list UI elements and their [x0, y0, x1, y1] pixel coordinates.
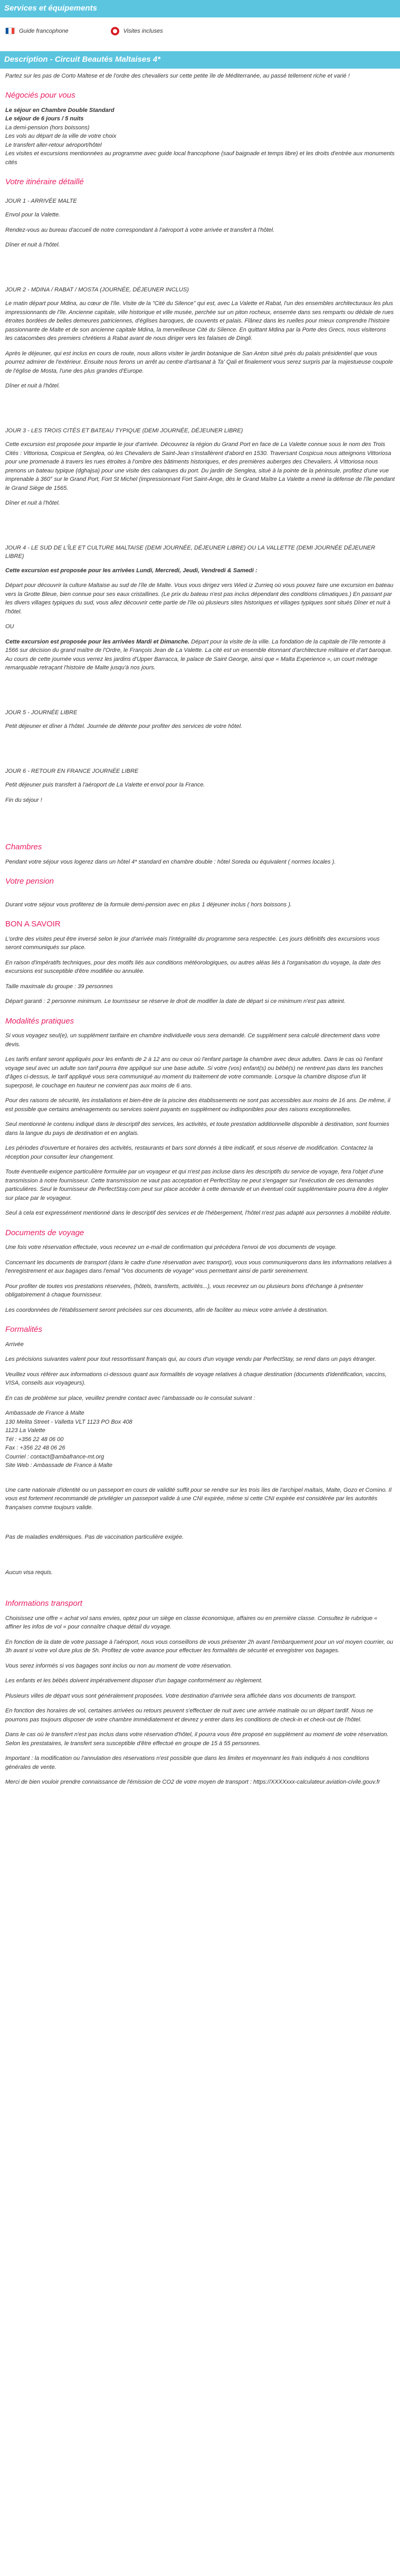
- formalites-vaccin: Pas de maladies endémiques. Pas de vaccination particulière exigée.: [5, 1534, 184, 1540]
- services-title: Services et équipements: [0, 0, 400, 17]
- negocie-line: Les visites et excursions mentionnées au programme avec guide local francophone (sauf baignade et temps libre) et les droits d'entrée aux monuments cités: [5, 150, 395, 166]
- transport-para: Important : la modification ou l'annulation des réservations n'est possible que dans les limites et moyennant les frais indiqués à nos conditions générales de vente.: [5, 1755, 369, 1770]
- transport-para: En fonction des horaires de vol, certaines arrivées ou retours peuvent s'effectuer de nuit avec une arrivée matinale ou un départ tardif. Nous ne pourrons pas toujours disposer de votre chambre immédiatement et devrez y entrer dans les conditions de check-in et check-out de l'hôtel.: [5, 1708, 373, 1723]
- formalites-title: Formalités: [5, 1325, 43, 1334]
- service-item-visits: [111, 27, 163, 36]
- day-6-para: Fin du séjour !: [5, 797, 42, 803]
- documents-para: Pour profiter de toutes vos prestations réservées, (hôtels, transferts, activités...), vous recevrez un ou plusieurs bons d'échange à présenter obligatoirement à chaque fournisseur.: [5, 1283, 364, 1298]
- services-list: [0, 17, 400, 52]
- day-3-title: JOUR 3 - LES TROIS CITÉS ET BATEAU TYPIQUE (DEMI JOURNÉE, DÉJEUNER LIBRE): [5, 427, 243, 434]
- formalites-visa: Aucun visa requis.: [5, 1569, 53, 1576]
- modalites-para: Seul mentionné le contenu indiqué dans le descriptif des services, les activités, et toute prestation additionnelle disponible à destination, sont fournies dans la langue du pays de destination et en anglais.: [5, 1121, 389, 1137]
- day-6-title: JOUR 6 - RETOUR EN FRANCE JOURNÉE LIBRE: [5, 768, 139, 774]
- negocie-title: Négociés pour vous: [5, 91, 75, 100]
- formalites-para: En cas de problème sur place, veuillez prendre contact avec l'ambassade ou le consulat suivant :: [5, 1395, 255, 1401]
- address-line: 1123 La Valette: [5, 1427, 45, 1434]
- transport-para: Dans le cas où le transfert n'est pas inclus dans votre réservation d'hôtel, il pourra vous être proposé en supplément au moment de votre réservation. Selon les prestataires, le transfert sera susceptible d'être effectué en groupe de 15 à 55 personnes.: [5, 1731, 389, 1747]
- negocie-line: La demi-pension (hors boissons): [5, 124, 90, 131]
- day-1-para: Dîner et nuit à l'hôtel.: [5, 242, 60, 248]
- transport-para: Plusieurs villes de départ vous sont généralement proposées. Votre destination d'arrivée sera affichée dans vos documents de transport.: [5, 1692, 357, 1699]
- bon-para: L'ordre des visites peut être inversé selon le jour d'arrivée mais l'intégralité du programme sera respectée. Les jours définitifs des excursions vous seront communiqués sur place.: [5, 935, 380, 951]
- day-1-title: JOUR 1 - ARRIVÉE MALTE: [5, 197, 77, 204]
- bon-para: Départ garanti : 2 personne minimum. Le tourrisseur se réserve le droit de modifier la date de départ si ce minimum n'est pas atteint.: [5, 998, 346, 1005]
- modalites-para: Les périodes d'ouverture et horaires des activités, restaurants et bars sont donnés à titre indicatif, et sous réserve de modification. Contactez la réception pour consulter leur changement.: [5, 1145, 373, 1160]
- day-4-lead-1: Cette excursion est proposée pour les arrivées Lundi, Mercredi, Jeudi, Vendredi & Samedi :: [5, 567, 258, 574]
- modalites-para: Les tarifs enfant seront appliqués pour les enfants de 2 à 12 ans ou ceux où l'enfant partage la chambre avec deux adultes. Dans le cas où l'enfant voyage seul avec un adulte son tarif pourra être appliqué sur une base adulte. Si votre (vos) enfant(s) ou bébé(s) ne rentrent pas dans les tranches d'âges ci-dessus, le tarif appliqué vous sera communiqué au moment du traitement de votre commande. Lorsque la chambre dispose d'un lit superposé, le couchage en hauteur ne convient pas aux moins de 6 ans.: [5, 1056, 384, 1089]
- day-4-lead-2: Cette excursion est proposée pour les arrivées Mardi et Dimanche.: [5, 638, 190, 645]
- day-2-para: Le matin départ pour Mdina, au cœur de l'île. Visite de la "Cité du Silence" qui est, avec La Valette et Rabat, l'un des ensembles architecturaux les plus impressionnants de l'île. Ancienne capitale, ville historique et ville musée, perchée sur un piton rocheux, enserrée dans ses remparts ou dédale de rues étroites bordées de belles demeures patriciennes, d'églises baroques, de couvents et palais. Flânez dans les ruelles pour mieux comprendre l'histoire passionnante de Malte et de son ancienne capitale Mdina, la merveilleuse Cité du Silence. En quittant Mdina par la Porte des Grecs, nous visiterons les catacombes des premiers chrétiens à Rabat avant de nous diriger vers les falaises de Dingli.: [5, 300, 394, 342]
- day-2-para: Dîner et nuit à l'hôtel.: [5, 383, 60, 389]
- day-4-para-2-text: Départ pour la visite de la ville. La fondation de la capitale de l'île remonte à 1566 sur décision du grand maître de l'Ordre, le François Jean de La Valette. La cité est un ensemble étonnant d'architecture militaire et d'art baroque. Au cours de cette journée vous verrez les jardins d'Upper Barracca, le palace de Saint George, ainsi que « Malta Experience », un court métrage remarquable retraçant l'histoire de Malte jusqu'à nos jours.: [5, 638, 392, 671]
- formalites-para: Veuillez vous référer aux informations ci-dessous quant aux formalités de voyage relatives à chaque destination (documents d'identification, vaccins, VISA, conseils aux voyageurs).: [5, 1371, 387, 1386]
- documents-para: Les coordonnées de l'établissement seront précisées sur ces documents, afin de faciliter au mieux votre arrivée à destination.: [5, 1306, 328, 1313]
- address-line[interactable]: Site Web : Ambassade de France à Malte: [5, 1462, 112, 1469]
- day-4-para-2: [5, 638, 395, 673]
- modalites-para: Si vous voyagez seul(e), un supplément tarifaire en chambre individuelle vous sera demandé. Ce supplément sera calculé directement dans votre devis.: [5, 1033, 380, 1048]
- day-2-title: JOUR 2 - MDINA / RABAT / MOSTA (JOURNÉE, DÉJEUNER INCLUS): [5, 286, 189, 293]
- address-line: 130 Melita Street - Valletta VLT 1123 PO Box 408: [5, 1418, 132, 1425]
- day-5-title: JOUR 5 - JOURNÉE LIBRE: [5, 709, 78, 716]
- documents-para: Une fois votre réservation effectuée, vous recevrez un e-mail de confirmation qui précédera l'envoi de vos documents de voyage.: [5, 1244, 337, 1251]
- negocie-line: Le séjour en Chambre Double Standard: [5, 107, 115, 113]
- embassy-address: [5, 1409, 395, 1470]
- pension-text: Durant votre séjour vous profiterez de la formule demi-pension avec en plus 1 déjeuner inclus ( hors boissons ).: [5, 901, 292, 908]
- day-5-para: Petit déjeuner et dîner à l'hôtel. Journée de détente pour profiter des services de votre hôtel.: [5, 723, 243, 730]
- address-line: Tél : +356 22 48 06 00: [5, 1436, 64, 1443]
- bon-title: BON A SAVOIR: [5, 920, 61, 929]
- formalites-id: Une carte nationale d'identité ou un passeport en cours de validité suffit pour se rendre sur les trois îles de l'archipel maltais, Malte, Gozo et Comino. Il vous est fortement recommandé de privilégier un passeport valide à une CNI expirée, même si cette CNI expirée est considérée par les autorités françaises comme toujours valide.: [5, 1486, 392, 1511]
- service-label: Guide francophone: [19, 27, 69, 34]
- description-title: Description - Circuit Beautés Maltaises 4*: [0, 51, 400, 69]
- address-line: Courriel : contact@ambafrance-mt.org: [5, 1453, 104, 1460]
- day-3-para: Dîner et nuit à l'hôtel.: [5, 500, 60, 506]
- transport-para: Vous serez informés si vos bagages sont inclus ou non au moment de votre réservation.: [5, 1662, 232, 1669]
- day-4-title: JOUR 4 - LE SUD DE L'ÎLE ET CULTURE MALTAISE (DEMI JOURNÉE, DÉJEUNER LIBRE) OU LA VALLETTE (DEMI JOURNÉE DÉJEUNER LIBRE): [5, 544, 375, 560]
- day-3-para: Cette excursion est proposée pour impartie le jour d'arrivée. Découvrez la région du Grand Port en face de La Valette connue sous le nom des Trois Cités : Vittoriosa, Cospicua et Senglea, où les Chevaliers de Saint-Jean s'installèrent d'abord en 1530. Traversant Cospicua nous atteignons Vittoriosa pour une promenade à travers les rues étroites à l'ombre des bâtiments historiques, et des premières auberges des Chevaliers. À Vittoriosa nous prenons un bateau typique (dghajsa) pour une visite des calanques du port. Du jardin de Senglea, situé à la pointe de la péninsule, profitez d'une vue imprenable à 360° sur le Grand Port, Fort St Michel (impressionnant Fort Saint-Ange, dès le Grand Maître La Valette a mené la défense de l'île pendant le Grand Siège de 1565.: [5, 441, 395, 491]
- transport-para[interactable]: Merci de bien vouloir prendre connaissance de l'émission de CO2 de votre moyen de transport : https://XXXXxxx-calculateur.aviation-civile.gouv.fr: [5, 1779, 380, 1785]
- documents-title: Documents de voyage: [5, 1228, 84, 1237]
- documents-para: Concernant les documents de transport (dans le cadre d'une réservation avec transport), vous vous communiquerons dans les informations relatives à l'enregistrement et aux bagages dans l'email "Vos documents de voyage" vous permettant ainsi de partir sereinement.: [5, 1259, 392, 1274]
- transport-title: Informations transport: [5, 1599, 82, 1608]
- chambres-title: Chambres: [5, 842, 42, 851]
- negocie-line: Le séjour de 6 jours / 5 nuits: [5, 116, 84, 122]
- address-line: Fax : +356 22 48 06 26: [5, 1445, 65, 1451]
- transport-para: Les enfants et les bébés doivent impérativement disposer d'un bagage conformément au règlement.: [5, 1678, 263, 1684]
- itineraire-title: Votre itinéraire détaillé: [5, 177, 84, 186]
- day-1-para: Rendez-vous au bureau d'accueil de notre correspondant à l'aéroport à votre arrivée et transfert à l'hôtel.: [5, 226, 275, 233]
- service-label: Visites incluses: [123, 27, 163, 34]
- modalites-para: Seul à cela est expressément mentionné dans le descriptif des services et de l'hébergement, l'hôtel n'est pas adapté aux personnes à mobilité réduite.: [5, 1210, 392, 1216]
- modalites-title: Modalités pratiques: [5, 1016, 74, 1026]
- pension-title: Votre pension: [5, 877, 54, 886]
- day-6-para: Petit déjeuner puis transfert à l'aéroport de La Valette et envol pour la France.: [5, 782, 205, 788]
- negocie-line: Les vols au départ de la ville de votre choix: [5, 133, 117, 139]
- day-4-para-1: Départ pour découvrir la culture Maltaise au sud de l'île de Malte. Vous vous dirigez vers Wied iz Zurrieq où vous pouvez faire une excursion en bateau vers la Grotte Bleue, bien connue pour ses eaux cristallines. (Le prix du bateau n'est pas inclus dépendant des conditions climatiques.) En passant par les divers villages typiques du sud, vous allez découvrir cette partie de l'île où plusieurs sites historiques et villages typiques sont situés Dîner et nuit à l'hôtel.: [5, 582, 394, 615]
- address-line: Ambassade de France à Malte: [5, 1410, 84, 1416]
- bon-para: En raison d'impératifs techniques, pour des motifs liés aux conditions météorologiques, ou autres aléas liés à l'organisation du voyage, la date des excursions est susceptible d'être modifiée ou annulée.: [5, 959, 381, 974]
- transport-para: En fonction de la date de votre passage à l'aéroport, nous vous conseillons de vous présenter 2h avant l'embarquement pour un vol moyen courrier, ou 3h avant si votre vol dure plus de 5h. Profitez de votre avance pour effectuer les formalités de sécurité et enregistrer vos bagages.: [5, 1639, 393, 1654]
- description-intro: Partez sur les pas de Corto Maltese et de l'ordre des chevaliers sur cette petite île de Méditerranée, au passé tellement riche et varié !: [5, 72, 350, 79]
- negocie-line: Le transfert aller-retour aéroport/hôtel: [5, 141, 102, 148]
- day-1-para: Envol pour la Valette.: [5, 212, 61, 218]
- french-flag-icon: [5, 27, 15, 34]
- formalites-para: Les précisions suivantes valent pour tout ressortissant français qui, au cours d'un voyage vendu par PerfectStay, se rend dans un pays étranger.: [5, 1356, 376, 1362]
- service-item-guide: [5, 27, 69, 36]
- transport-para: Choisissez une offre « achat vol sans envies, optez pour un siège en classe économique, affaires ou en première classe. Consultez le rubrique « affiner les infos de vol » pour connaître chaque détail du voyage.: [5, 1615, 378, 1630]
- day-4-or: OU: [5, 623, 14, 630]
- chambres-text: Pendant votre séjour vous logerez dans un hôtel 4* standard en chambre double : hôtel Soreda ou équivalent ( normes locales ).: [5, 858, 336, 865]
- day-2-para: Après le déjeuner, qui est inclus en cours de route, nous allons visiter le jardin botanique de San Anton situé près du palais présidentiel que vous pourrez admirer de l'extérieur. Ensuite nous ferons un arrêt au centre d'artisanat à Ta' Qali et finalement vous serez surpris par la majestueuse coupole de l'église de Mosta, l'une des plus grandes d'Europe.: [5, 350, 393, 374]
- formalites-arrivee: Arrivée: [5, 1341, 24, 1348]
- bon-para: Taille maximale du groupe : 39 personnes: [5, 983, 113, 990]
- modalites-para: Pour des raisons de sécurité, les installations et bien-être de la piscine des établissements ne sont pas accessibles aux moins de 16 ans. De même, il est possible que certains aménagements ou services soient payants en supplément ou indisponibles pour des raisons exceptionnelles.: [5, 1097, 391, 1113]
- negocie-list: [5, 106, 395, 167]
- modalites-para: Toute éventuelle exigence particulière formulée par un voyageur et qui n'est pas incluse dans les descriptifs du service de voyage, fera l'objet d'une transmission à notre fournisseur. Cette transmission ne vaut pas acceptation et PerfectStay ne peut s'engager sur l'exécution de ces demandes particulières. Seul le fournisseur de PerfectStay.com peut sur place accéder à cette demande et un éventuel coût supplémentaire pourra être à régler sur place par le voyageur.: [5, 1169, 388, 1201]
- visit-icon: [111, 27, 119, 35]
